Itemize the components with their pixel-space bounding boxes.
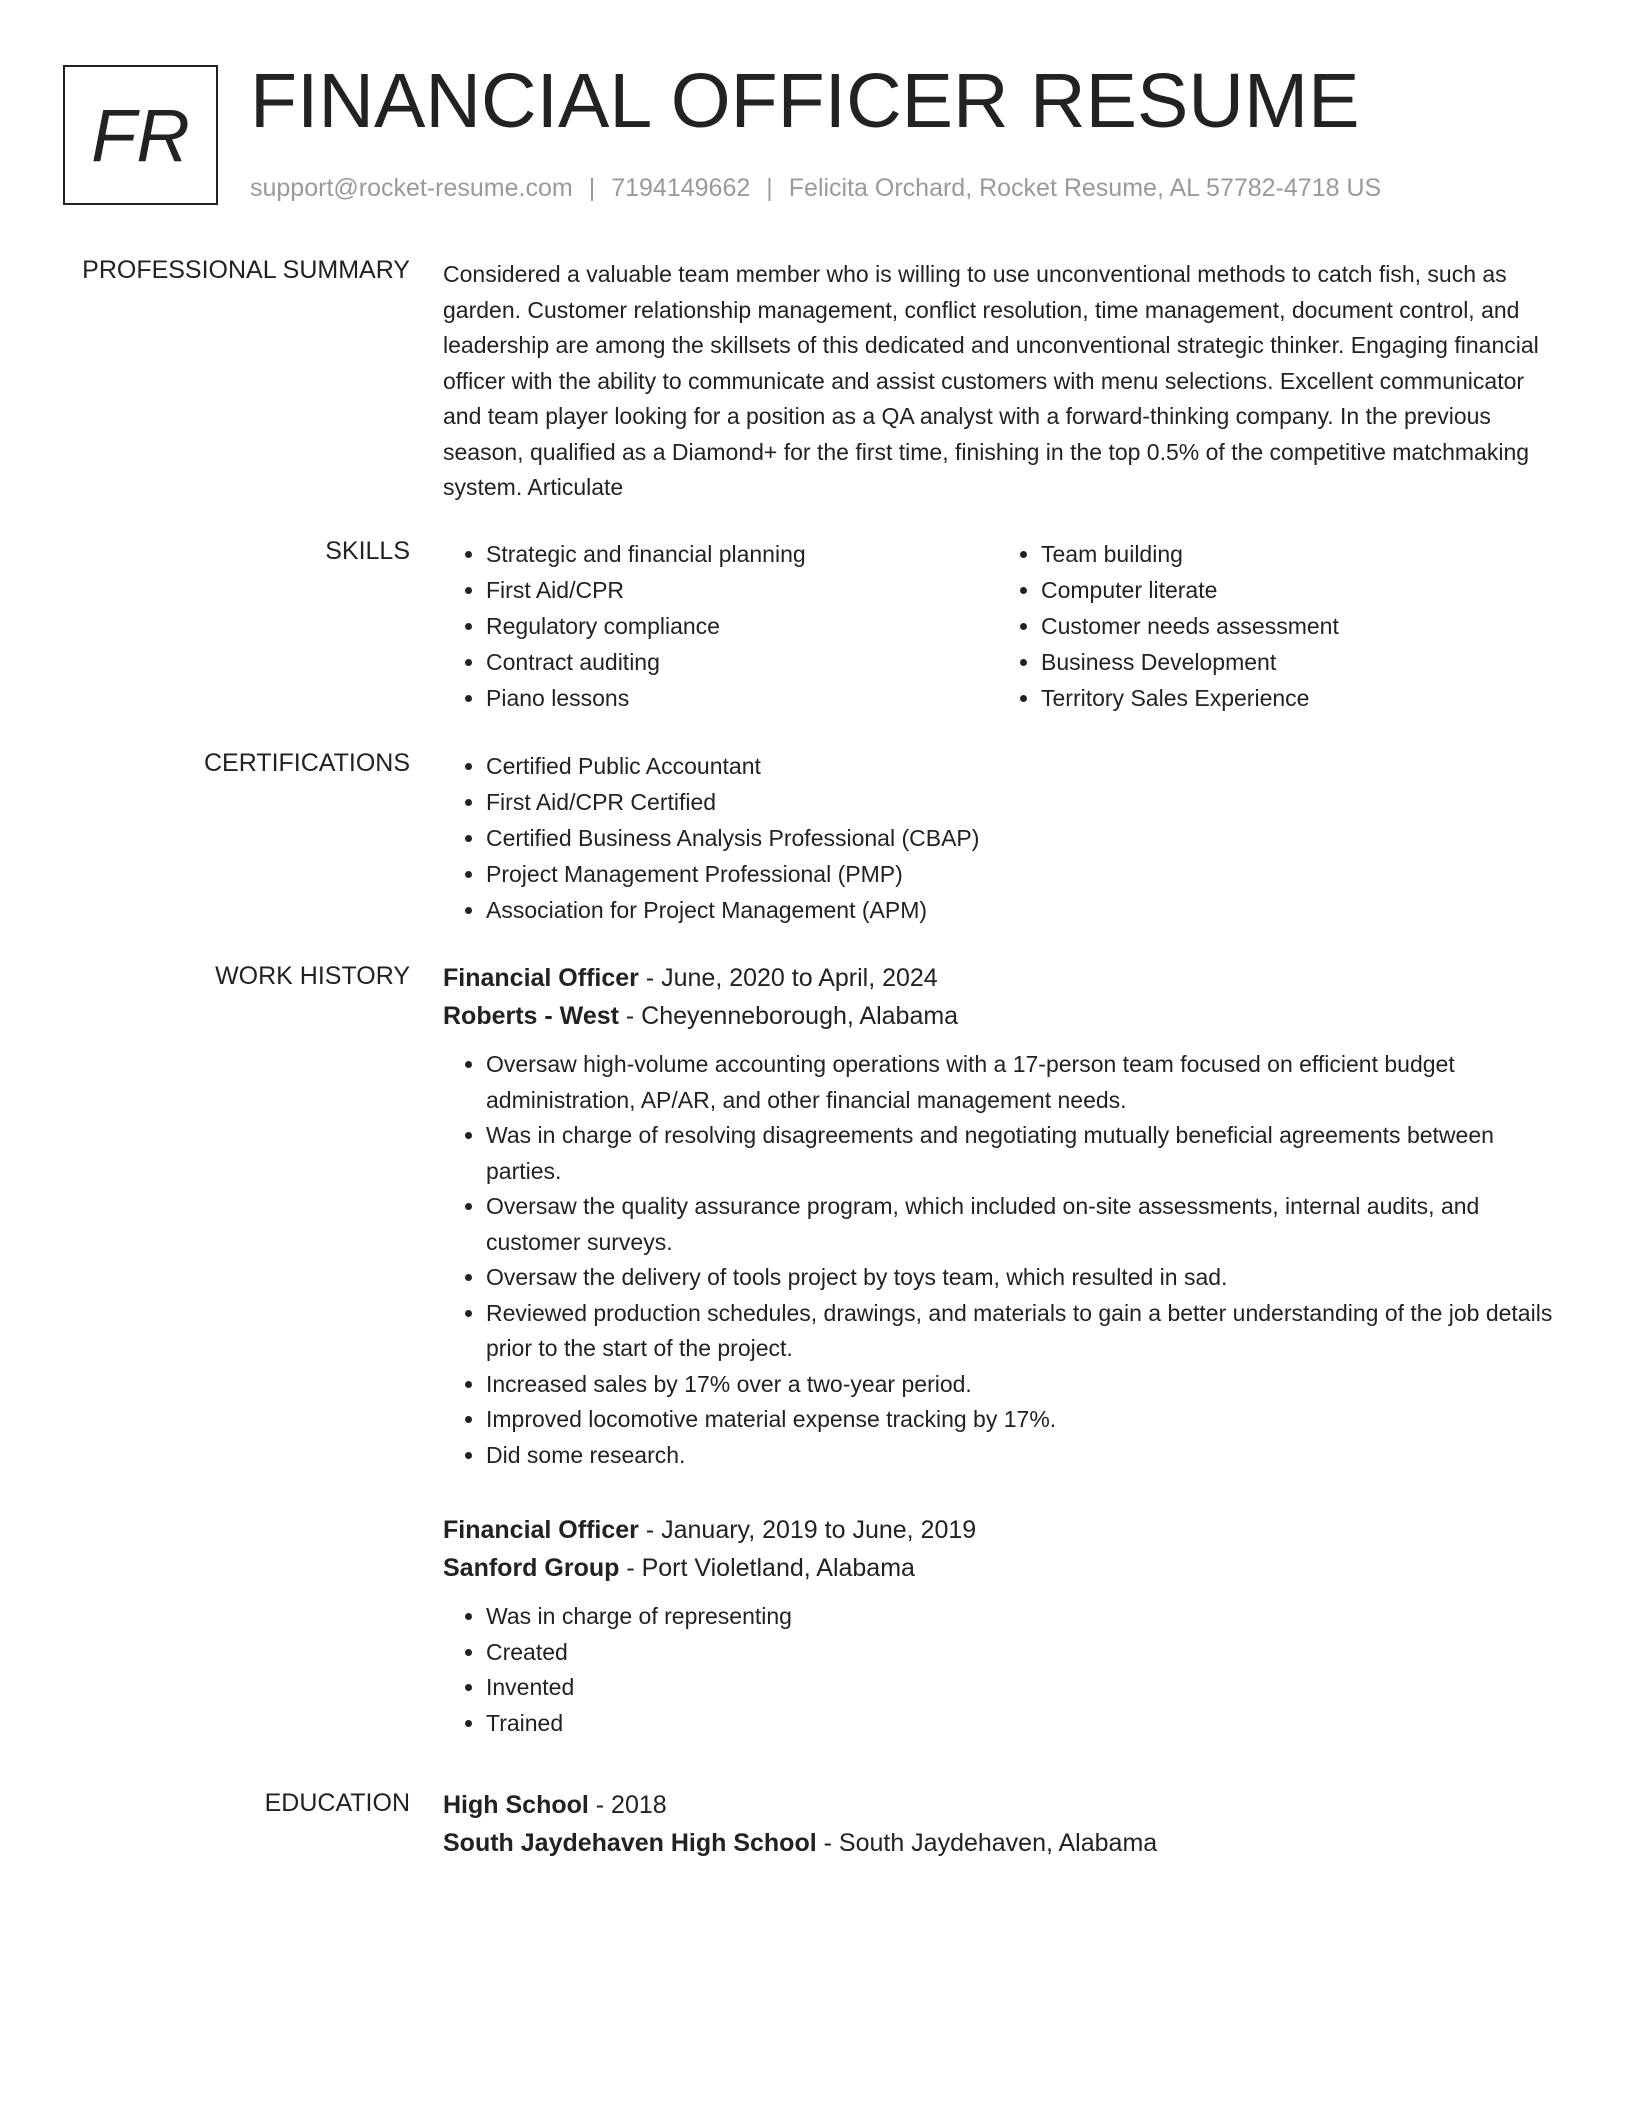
skill-item: • Strategic and financial planning <box>486 536 998 572</box>
skill-item: • Piano lessons <box>486 680 998 716</box>
skills-list-right <box>998 536 1553 716</box>
contact-address: Felicita Orchard, Rocket Resume, AL 57782-4718 US <box>788 174 1382 202</box>
job-bullet: • Reviewed production schedules, drawings, and materials to gain a better understanding of the job details prior to the start of the project. <box>486 1296 1553 1367</box>
education-label: EDUCATION <box>264 1789 410 1817</box>
job-bullet: • Oversaw the delivery of tools project by toys team, which resulted in sad. <box>486 1260 1553 1296</box>
job-bullet: • Oversaw high-volume accounting operations with a 17-person team focused on efficient budget administration, AP/AR, and other financial management needs. <box>486 1047 1553 1118</box>
certification-item: • Project Management Professional (PMP) <box>486 856 1553 892</box>
job-bullet: • Created <box>486 1635 1553 1671</box>
education-year: - 2018 <box>588 1791 667 1819</box>
certification-item: • Certified Business Analysis Professional (CBAP) <box>486 820 1553 856</box>
job-bullet: • Did some research. <box>486 1438 1553 1474</box>
job-bullets <box>443 1047 1553 1473</box>
contact-email: support@rocket-resume.com <box>250 174 573 202</box>
resume-title: FINANCIAL OFFICER RESUME <box>250 58 1360 144</box>
skills-label: SKILLS <box>325 537 410 565</box>
job-entry <box>443 1511 1553 1741</box>
job-company-line <box>443 1549 1553 1587</box>
job-company: Sanford Group <box>443 1554 620 1582</box>
education-location: - South Jaydehaven, Alabama <box>816 1829 1158 1857</box>
summary-body <box>443 257 1553 506</box>
job-location: - Cheyenneborough, Alabama <box>618 1002 959 1030</box>
job-bullet: • Trained <box>486 1706 1553 1742</box>
certifications-body <box>443 748 1553 928</box>
certification-item: • Certified Public Accountant <box>486 748 1553 784</box>
job-dates: - January, 2019 to June, 2019 <box>638 1516 977 1544</box>
skill-item: • Regulatory compliance <box>486 608 998 644</box>
skill-item: • Customer needs assessment <box>1041 608 1553 644</box>
education-degree: High School <box>443 1791 589 1819</box>
job-bullets <box>443 1599 1553 1741</box>
skill-item: • First Aid/CPR <box>486 572 998 608</box>
skills-list-left <box>443 536 998 716</box>
monogram <box>63 65 218 205</box>
certification-item: • Association for Project Management (APM) <box>486 892 1553 928</box>
job-bullet: • Was in charge of resolving disagreements and negotiating mutually beneficial agreements between parties. <box>486 1118 1553 1189</box>
work-label: WORK HISTORY <box>215 962 410 990</box>
job-bullet: • Oversaw the quality assurance program, which included on-site assessments, internal audits, and customer surveys. <box>486 1189 1553 1260</box>
certifications-list <box>443 748 1553 928</box>
job-title-line <box>443 1511 1553 1549</box>
monogram-initials: FR <box>91 93 190 177</box>
job-title: Financial Officer <box>443 964 639 992</box>
job-company-line <box>443 997 1553 1035</box>
skills-body <box>443 536 1553 716</box>
summary-text: Considered a valuable team member who is willing to use unconventional methods to catch fish, such as garden. Customer relationship management, conflict resolution, time management, document control, and leadership are among the skillsets of this dedicated and unconventional strategic thinker. Engaging financial officer with the ability to communicate and assist customers with menu selections. Excellent communicator and team player looking for a position as a QA analyst with a forward-thinking company. In the previous season, qualified as a Diamond+ for the first time, finishing in the top 0.5% of the competitive matchmaking system. Articulate <box>443 261 1539 500</box>
skill-item: • Contract auditing <box>486 644 998 680</box>
education-body <box>443 1786 1553 1862</box>
job-bullet: • Increased sales by 17% over a two-year period. <box>486 1367 1553 1403</box>
contact-separator: | <box>588 174 596 202</box>
job-bullet: • Was in charge of representing <box>486 1599 1553 1635</box>
job-dates: - June, 2020 to April, 2024 <box>638 964 938 992</box>
education-degree-line <box>443 1786 1553 1824</box>
job-bullet: • Improved locomotive material expense tracking by 17%. <box>486 1402 1553 1438</box>
job-location: - Port Violetland, Alabama <box>619 1554 915 1582</box>
skill-item: • Team building <box>1041 536 1553 572</box>
education-school: South Jaydehaven High School <box>443 1829 817 1857</box>
skills-columns <box>443 536 1553 716</box>
education-school-line <box>443 1824 1553 1862</box>
summary-label: PROFESSIONAL SUMMARY <box>82 256 410 284</box>
contact-separator: | <box>766 174 773 202</box>
work-body <box>443 959 1553 1741</box>
skill-item: • Computer literate <box>1041 572 1553 608</box>
job-entry <box>443 959 1553 1473</box>
certification-item: • First Aid/CPR Certified <box>486 784 1553 820</box>
job-title: Financial Officer <box>443 1516 639 1544</box>
contact-line <box>250 173 1381 203</box>
job-company: Roberts - West <box>443 1002 619 1030</box>
certifications-label: CERTIFICATIONS <box>203 749 410 777</box>
skill-item: • Territory Sales Experience <box>1041 680 1553 716</box>
job-bullet: • Invented <box>486 1670 1553 1706</box>
job-title-line <box>443 959 1553 997</box>
contact-phone: 7194149662 <box>611 174 751 202</box>
skill-item: • Business Development <box>1041 644 1553 680</box>
